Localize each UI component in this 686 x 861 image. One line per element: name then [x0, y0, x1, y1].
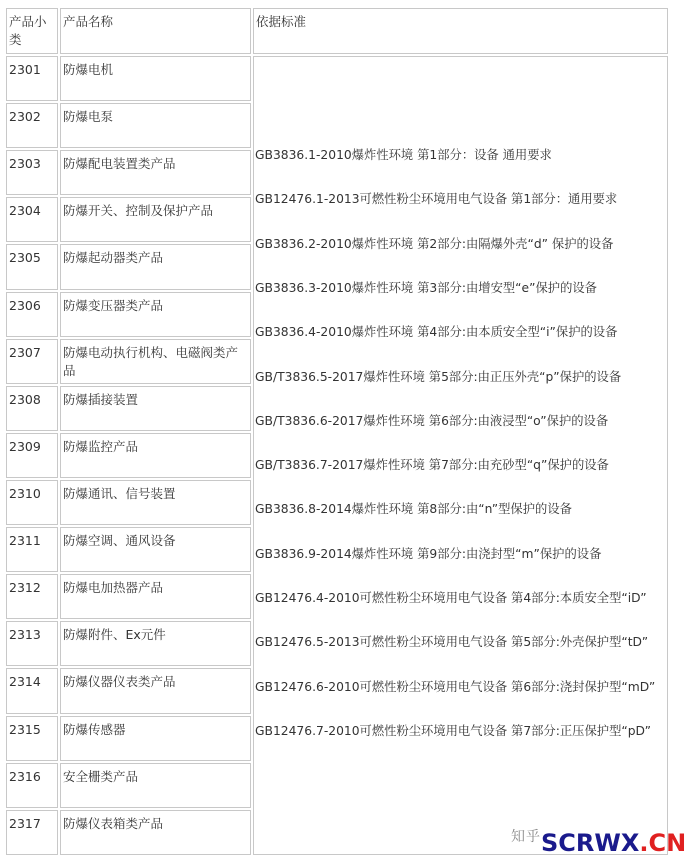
product-name: 防爆仪器仪表类产品 — [60, 668, 251, 713]
product-name: 防爆电加热器产品 — [60, 574, 251, 619]
table-row — [6, 56, 668, 101]
standards-cell — [253, 56, 668, 855]
product-subclass-code: 2315 — [6, 716, 58, 761]
standard-item: GB12476.7-2010可燃性粉尘环境用电气设备 第7部分:正压保护型“pD” — [255, 724, 652, 738]
product-name: 防爆起动器类产品 — [60, 244, 251, 289]
standard-item: GB3836.3-2010爆炸性环境 第3部分:由增安型“e”保护的设备 — [255, 281, 597, 295]
product-name: 防爆配电装置类产品 — [60, 150, 251, 195]
standards-table — [4, 6, 670, 857]
product-name: 防爆插接装置 — [60, 386, 251, 431]
standard-item: GB12476.4-2010可燃性粉尘环境用电气设备 第4部分:本质安全型“iD” — [255, 591, 647, 605]
product-subclass-code: 2301 — [6, 56, 58, 101]
product-subclass-code: 2317 — [6, 810, 58, 855]
standard-item: GB3836.4-2010爆炸性环境 第4部分:由本质安全型“i”保护的设备 — [255, 325, 618, 339]
product-name: 防爆仪表箱类产品 — [60, 810, 251, 855]
product-name: 防爆附件、Ex元件 — [60, 621, 251, 666]
standard-item: GB3836.8-2014爆炸性环境 第8部分:由“n”型保护的设备 — [255, 502, 572, 516]
product-subclass-code: 2316 — [6, 763, 58, 808]
product-name: 防爆变压器类产品 — [60, 292, 251, 337]
table-header-row — [6, 8, 668, 54]
header-product-subclass: 产品小类 — [6, 8, 58, 54]
product-subclass-code: 2313 — [6, 621, 58, 666]
scrwx-logo: SCRWX.CN — [541, 829, 686, 857]
standard-item: GB3836.9-2014爆炸性环境 第9部分:由浇封型“m”保护的设备 — [255, 547, 602, 561]
product-subclass-code: 2309 — [6, 433, 58, 478]
standard-item: GB/T3836.5-2017爆炸性环境 第5部分:由正压外壳“p”保护的设备 — [255, 370, 622, 384]
standard-item: GB/T3836.7-2017爆炸性环境 第7部分:由充砂型“q”保护的设备 — [255, 458, 609, 472]
standard-item: GB3836.2-2010爆炸性环境 第2部分:由隔爆外壳“d” 保护的设备 — [255, 237, 614, 251]
product-subclass-code: 2314 — [6, 668, 58, 713]
product-subclass-code: 2310 — [6, 480, 58, 525]
product-name: 防爆电动执行机构、电磁阀类产品 — [60, 339, 251, 384]
product-name: 防爆电泵 — [60, 103, 251, 148]
standard-item: GB12476.1-2013可燃性粉尘环境用电气设备 第1部分：通用要求 — [255, 192, 618, 206]
product-subclass-code: 2302 — [6, 103, 58, 148]
header-standard: 依据标准 — [253, 8, 668, 54]
product-subclass-code: 2311 — [6, 527, 58, 572]
product-subclass-code: 2306 — [6, 292, 58, 337]
product-name: 防爆通讯、信号装置 — [60, 480, 251, 525]
product-name: 防爆空调、通风设备 — [60, 527, 251, 572]
product-subclass-code: 2303 — [6, 150, 58, 195]
product-name: 安全栅类产品 — [60, 763, 251, 808]
product-subclass-code: 2308 — [6, 386, 58, 431]
product-name: 防爆电机 — [60, 56, 251, 101]
header-product-name: 产品名称 — [60, 8, 251, 54]
product-subclass-code: 2312 — [6, 574, 58, 619]
standard-item: GB12476.6-2010可燃性粉尘环境用电气设备 第6部分:浇封保护型“mD” — [255, 680, 656, 694]
standard-item: GB/T3836.6-2017爆炸性环境 第6部分:由液浸型“o”保护的设备 — [255, 414, 609, 428]
product-name: 防爆开关、控制及保护产品 — [60, 197, 251, 242]
product-name: 防爆传感器 — [60, 716, 251, 761]
product-name: 防爆监控产品 — [60, 433, 251, 478]
product-subclass-code: 2305 — [6, 244, 58, 289]
standard-item: GB3836.1-2010爆炸性环境 第1部分：设备 通用要求 — [255, 148, 552, 162]
product-subclass-code: 2307 — [6, 339, 58, 384]
standard-item: GB12476.5-2013可燃性粉尘环境用电气设备 第5部分:外壳保护型“tD” — [255, 635, 649, 649]
product-subclass-code: 2304 — [6, 197, 58, 242]
zhihu-watermark: 知乎 — [511, 829, 541, 845]
